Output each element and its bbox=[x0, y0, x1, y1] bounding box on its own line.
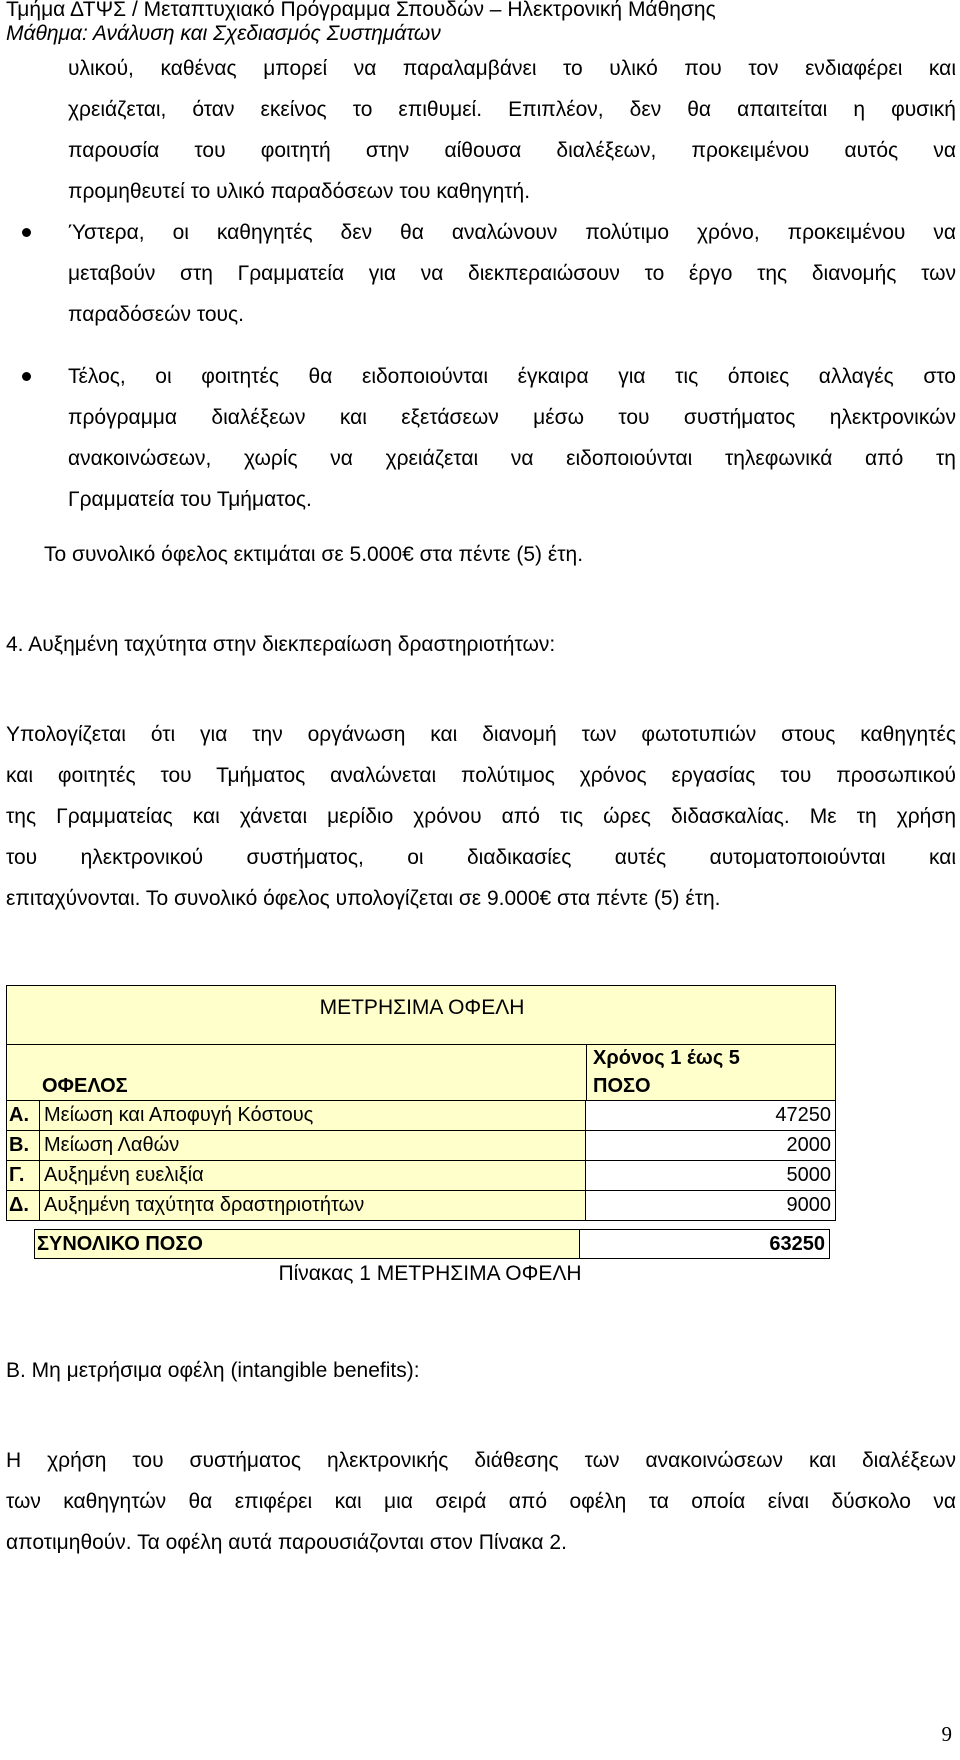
text-line: επιταχύνονται. Το συνολικό όφελος υπολογίζεται σε 9.000€ στα πέντε (5) έτη. bbox=[6, 887, 721, 910]
page-number: 9 bbox=[941, 1722, 952, 1746]
text-line: παρουσία του φοιτητή στην αίθουσα διαλέξεων, προκειμένου αυτός να bbox=[68, 139, 956, 162]
bullet-icon bbox=[22, 228, 31, 237]
section-b-heading: Β. Μη μετρήσιμα οφέλη (intangible benefits): bbox=[6, 1359, 420, 1382]
row-letter: Α. bbox=[6, 1101, 40, 1131]
benefit-column-header: ΟΦΕΛΟΣ bbox=[42, 1075, 128, 1097]
section-4-paragraph bbox=[6, 714, 956, 919]
total-benefit-line: Το συνολικό όφελος εκτιμάται σε 5.000€ στα πέντε (5) έτη. bbox=[44, 543, 584, 566]
table-row bbox=[6, 1101, 836, 1131]
text-line: μεταβούν στη Γραμματεία για να διεκπεραιώσουν το έργο της διανομής των bbox=[68, 262, 956, 285]
row-benefit: Μείωση Λαθών bbox=[40, 1131, 586, 1161]
text-line: πρόγραμμα διαλέξεων και εξετάσεων μέσω του συστήματος ηλεκτρονικών bbox=[68, 406, 956, 429]
table-caption bbox=[0, 1262, 960, 1286]
row-benefit: Μείωση και Αποφυγή Κόστους bbox=[40, 1101, 586, 1131]
benefits-table bbox=[6, 985, 836, 1216]
bullet-icon bbox=[22, 372, 31, 381]
text-line: του ηλεκτρονικού συστήματος, οι διαδικασίες αυτές αυτοματοποιούνται και bbox=[6, 846, 956, 869]
table-total-row bbox=[34, 1229, 830, 1259]
year-range-header: Χρόνος 1 έως 5 bbox=[593, 1047, 740, 1069]
text-line: της Γραμματείας και χάνεται μερίδιο χρόνου από τις ώρες διδασκαλίας. Με τη χρήση bbox=[6, 805, 956, 828]
total-label: ΣΥΝΟΛΙΚΟ ΠΟΣΟ bbox=[34, 1229, 580, 1259]
text-line: Γραμματεία του Τμήματος. bbox=[68, 488, 312, 511]
row-benefit: Αυξημένη ευελιξία bbox=[40, 1161, 586, 1191]
table-row bbox=[6, 1131, 836, 1161]
table-title-band bbox=[6, 985, 836, 1045]
table-row bbox=[6, 1191, 836, 1221]
table-caption-text: Πίνακας 1 ΜΕΤΡΗΣΙΜΑ ΟΦΕΛΗ bbox=[278, 1262, 582, 1285]
row-benefit: Αυξημένη ταχύτητα δραστηριοτήτων bbox=[40, 1191, 586, 1221]
text-line: και φοιτητές του Τμήματος αναλώνεται πολύτιμος χρόνος εργασίας του προσωπικού bbox=[6, 764, 956, 787]
row-amount: 2000 bbox=[586, 1131, 836, 1161]
text-line: Ύστερα, οι καθηγητές δεν θα αναλώνουν πολύτιμο χρόνο, προκειμένου να bbox=[68, 221, 956, 244]
bullet-text bbox=[68, 356, 956, 520]
header-course: Μάθημα: Ανάλυση και Σχεδιασμός Συστημάτων bbox=[6, 22, 441, 45]
bullet-text bbox=[68, 212, 956, 335]
text-line: ανακοινώσεων, χωρίς να χρειάζεται να ειδοποιούνται τηλεφωνικά από τη bbox=[68, 447, 956, 470]
text-line: χρειάζεται, όταν εκείνος το επιθυμεί. Επιπλέον, δεν θα απαιτείται η φυσική bbox=[68, 98, 956, 121]
row-letter: Β. bbox=[6, 1131, 40, 1161]
text-line: υλικού, καθένας μπορεί να παραλαμβάνει το υλικό που τον ενδιαφέρει και bbox=[68, 57, 956, 80]
row-amount: 47250 bbox=[586, 1101, 836, 1131]
row-amount: 9000 bbox=[586, 1191, 836, 1221]
row-amount: 5000 bbox=[586, 1161, 836, 1191]
text-line: αποτιμηθούν. Τα οφέλη αυτά παρουσιάζονται στον Πίνακα 2. bbox=[6, 1531, 567, 1554]
text-line: Υπολογίζεται ότι για την οργάνωση και διανομή των φωτοτυπιών στους καθηγητές bbox=[6, 723, 956, 746]
amount-column-header: ΠΟΣΟ bbox=[593, 1075, 651, 1097]
table-row bbox=[6, 1161, 836, 1191]
section-b-paragraph bbox=[6, 1440, 956, 1563]
row-letter: Δ. bbox=[6, 1191, 40, 1221]
continuation-paragraph bbox=[68, 48, 956, 212]
section-4-heading: 4. Αυξημένη ταχύτητα στην διεκπεραίωση δραστηριοτήτων: bbox=[6, 633, 556, 656]
text-line: των καθηγητών θα επιφέρει και μια σειρά από οφέλη τα οποία είναι δύσκολο να bbox=[6, 1490, 956, 1513]
text-line: παραδόσεών τους. bbox=[68, 303, 244, 326]
text-line: προμηθευτεί το υλικό παραδόσεων του καθηγητή. bbox=[68, 180, 531, 203]
text-line: Τέλος, οι φοιτητές θα ειδοποιούνται έγκαιρα για τις όποιες αλλαγές στο bbox=[68, 365, 956, 388]
header-department: Τμήμα ΔΤΨΣ / Μεταπτυχιακό Πρόγραμμα Σπουδών – Ηλεκτρονική Μάθησης bbox=[6, 0, 716, 21]
row-letter: Γ. bbox=[6, 1161, 40, 1191]
total-amount: 63250 bbox=[580, 1229, 830, 1259]
table-title: ΜΕΤΡΗΣΙΜΑ ΟΦΕΛΗ bbox=[319, 996, 525, 1019]
text-line: Η χρήση του συστήματος ηλεκτρονικής διάθεσης των ανακοινώσεων και διαλέξεων bbox=[6, 1449, 956, 1472]
